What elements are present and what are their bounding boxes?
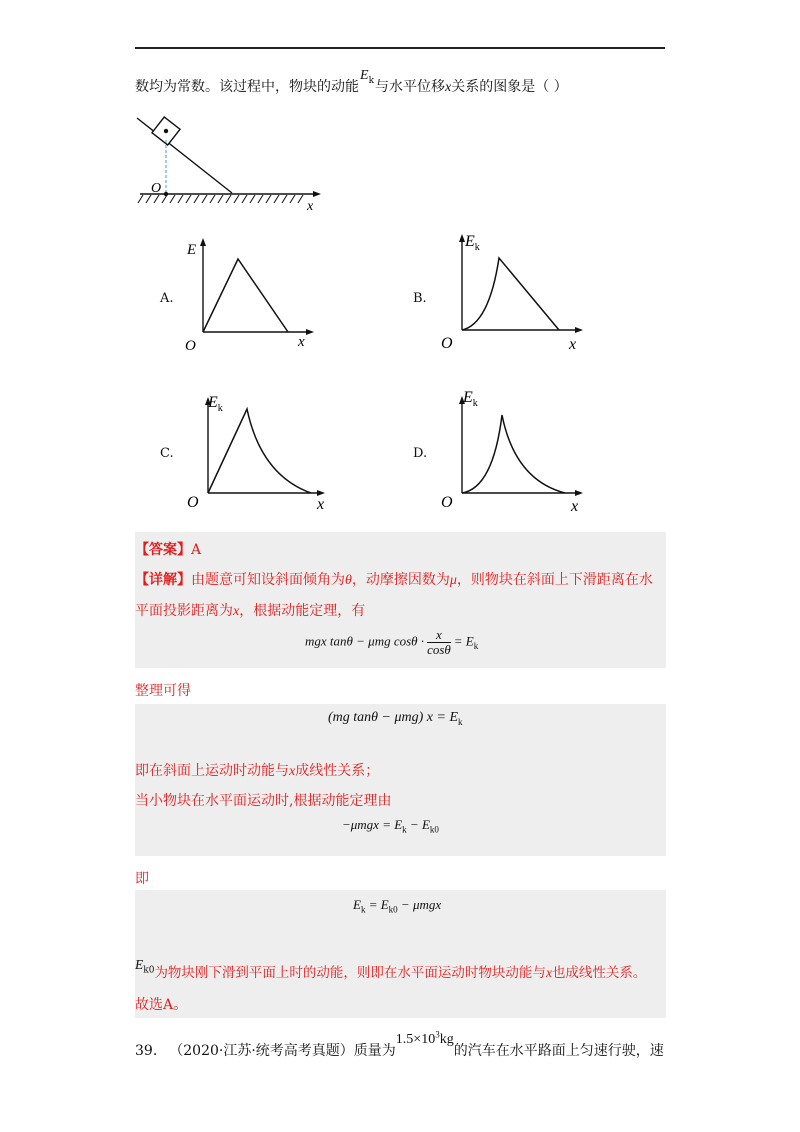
figure-origin-label: O (151, 181, 162, 196)
option-a-origin: O (185, 338, 196, 354)
option-c-label[interactable]: C. (160, 446, 174, 461)
option-c-origin: O (187, 494, 199, 511)
next-question: 39. （2020·江苏·统考高考真题）质量为$1.5\times 10^3kg$的汽车在水平路面上匀速行驶，速 (135, 1029, 664, 1059)
option-b-origin: O (441, 335, 453, 352)
answer-line: 【答案】A (135, 542, 202, 558)
option-d-xlabel: x (571, 498, 579, 515)
header-rule (135, 47, 665, 49)
option-c-ylabel: $E_k$ (208, 394, 223, 414)
option-b-graph[interactable] (437, 222, 592, 352)
option-a-label[interactable]: A. (160, 291, 174, 306)
incline-figure (135, 110, 335, 215)
option-d-ylabel: $E_k$ (463, 389, 478, 409)
option-b-label[interactable]: B. (413, 291, 427, 306)
option-c-graph[interactable] (183, 383, 338, 513)
option-b-xlabel: x (569, 336, 577, 352)
choose-text: 故选A。 (135, 997, 188, 1013)
plane-text: 当小物块在水平面运动时,根据动能定理由 (135, 793, 392, 809)
option-d-origin: O (441, 494, 453, 511)
equation-4: $E_k = E_{k0} - \mu mgx$ (353, 897, 442, 915)
option-d-graph[interactable] (437, 380, 592, 515)
question-intro: 数均为常数。该过程中，物块的动能$E_k$与水平位移x关系的图象是（ ） (135, 68, 568, 95)
linear-relation-text: 即在斜面上运动时动能与x成线性关系； (135, 763, 380, 779)
detail-line-1: 【详解】由题意可知设斜面倾角为θ，动摩擦因数为μ，则物块在斜面上下滑距离在水 (135, 572, 653, 588)
ek0-explanation: $E_{k0}$为物块刚下滑到平面上时的动能，则即在水平面运动时物块动能与x也成线性关系。 (135, 957, 647, 981)
option-b-ylabel: $E_k$ (465, 233, 480, 253)
option-c-xlabel: x (317, 496, 325, 513)
option-d-label[interactable]: D. (413, 446, 428, 461)
equation-2: (mg tanθ − μmg) $x = E_k$ (328, 710, 463, 727)
option-a-graph[interactable] (180, 232, 320, 357)
equation-1: mgx tanθ − μmg cosθ · $\frac{x}{\cos\theta}$ = $E_k$ (305, 627, 479, 657)
option-a-xlabel: x (298, 334, 305, 350)
organize-text: 整理可得 (135, 683, 191, 699)
option-a-ylabel: E (187, 242, 197, 258)
figure-x-label: x (307, 199, 314, 214)
ji-text: 即 (135, 871, 149, 887)
equation-3: $-\mu mgx = E_k - E_{k0}$ (342, 817, 439, 835)
detail-line-2: 平面投影距离为x，根据动能定理，有 (135, 603, 366, 619)
